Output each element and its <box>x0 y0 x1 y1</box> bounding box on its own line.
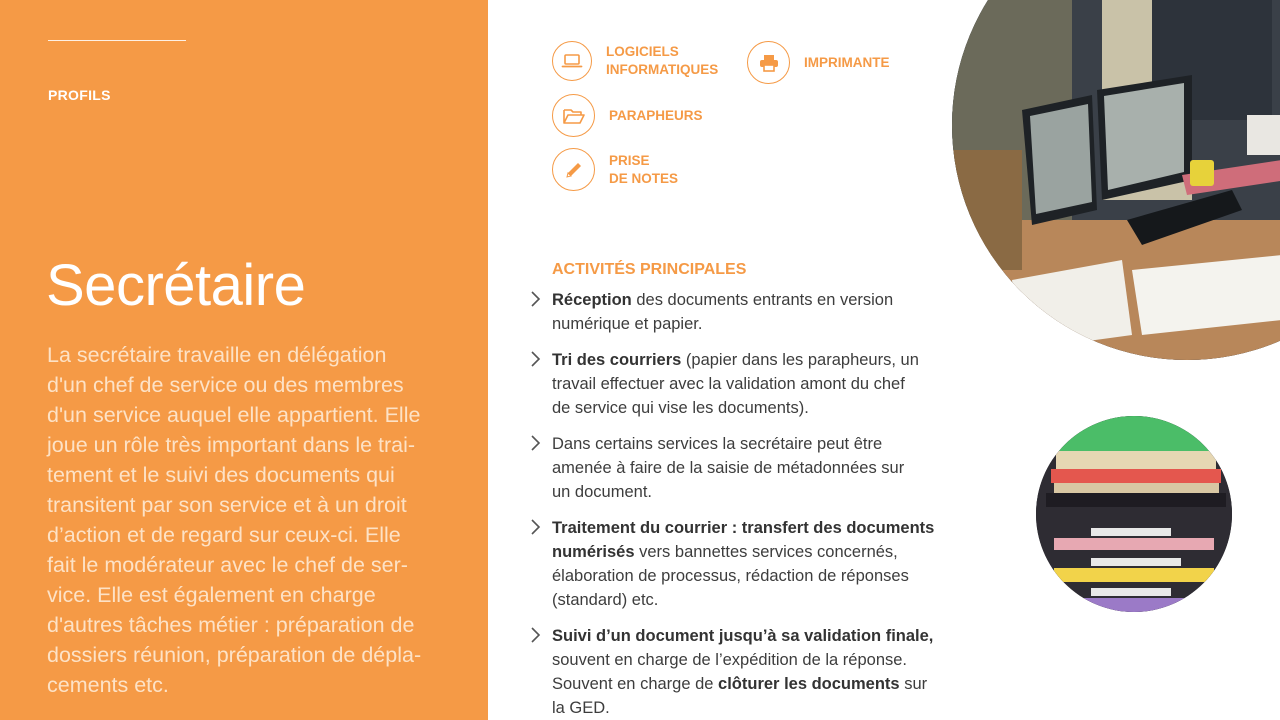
tool-label-line: PARAPHEURS <box>609 107 703 123</box>
chevron-right-icon <box>528 434 542 452</box>
chevron-right-icon <box>528 350 542 368</box>
bold-text: Réception <box>552 291 632 309</box>
bold-text: numérisés <box>552 543 635 561</box>
tool-label <box>609 107 703 125</box>
page-title: Secrétaire <box>46 253 306 318</box>
text-line: élaboration de processus, rédaction de réponses <box>552 567 909 585</box>
description-line: La secrétaire travaille en délégation <box>47 343 387 367</box>
text-line: amenée à faire de la saisie de métadonnées sur <box>552 459 905 477</box>
bold-text: Tri des courriers <box>552 351 682 369</box>
pencil-icon <box>552 148 595 191</box>
tool-label-line: PRISE <box>609 152 650 168</box>
text-line: (standard) etc. <box>552 591 659 609</box>
tool-label-line: IMPRIMANTE <box>804 54 890 70</box>
tool-prise-notes <box>552 148 678 191</box>
description-line: tement et le suivi des documents qui <box>47 463 395 487</box>
profile-description <box>47 340 457 700</box>
chevron-right-icon <box>528 290 542 308</box>
tool-label <box>609 152 678 188</box>
tool-logiciels <box>552 41 718 81</box>
description-line: d'autres tâches métier : préparation de <box>47 613 415 637</box>
text: (papier dans les parapheurs, un <box>681 351 919 369</box>
text-line: un document. <box>552 483 652 501</box>
bold-text: Traitement du courrier : transfert des documents <box>552 519 935 537</box>
tool-imprimante <box>747 41 890 84</box>
tool-label-line: DE NOTES <box>609 170 679 186</box>
description-line: cements etc. <box>47 673 169 697</box>
list-item <box>528 516 958 612</box>
list-item <box>528 348 958 420</box>
list-item <box>528 432 958 504</box>
profile-panel <box>0 0 488 720</box>
divider <box>48 40 186 41</box>
folder-open-icon <box>552 94 595 137</box>
text: sur <box>899 675 928 693</box>
chevron-right-icon <box>528 626 542 644</box>
description-line: d’action et de regard sur ceux-ci. Elle <box>47 523 401 547</box>
text-line: numérique et papier. <box>552 315 703 333</box>
text-line: de service qui vise les documents). <box>552 399 809 417</box>
bold-text: Suivi d’un document jusqu’à sa validation finale, <box>552 627 934 645</box>
description-line: dossiers réunion, préparation de dépla- <box>47 643 422 667</box>
list-item <box>528 288 958 336</box>
laptop-icon <box>552 41 592 81</box>
description-line: d'un chef de service ou des membres <box>47 373 404 397</box>
text: des documents entrants en version <box>631 291 894 309</box>
tray-photo <box>1036 416 1232 612</box>
description-line: vice. Elle est également en charge <box>47 583 376 607</box>
printer-icon <box>747 41 790 84</box>
description-line: joue un rôle très important dans le trai- <box>47 433 416 457</box>
section-label: PROFILS <box>48 87 111 103</box>
description-line: transitent par son service et à un droit <box>47 493 407 517</box>
text-line: la GED. <box>552 699 610 717</box>
text: vers bannettes services concernés, <box>634 543 898 561</box>
activities-heading: ACTIVITÉS PRINCIPALES <box>552 261 747 278</box>
office-photo <box>952 0 1280 360</box>
bold-text: clôturer les documents <box>718 675 900 693</box>
text-line: travail effectuer avec la validation amont du chef <box>552 375 905 393</box>
text-line: souvent en charge de l’expédition de la réponse. <box>552 651 907 669</box>
tool-label <box>804 54 890 72</box>
description-line: fait le modérateur avec le chef de ser- <box>47 553 408 577</box>
text-line: Dans certains services la secrétaire peut être <box>552 435 883 453</box>
tool-parapheurs <box>552 94 703 137</box>
chevron-right-icon <box>528 518 542 536</box>
tool-label-line: INFORMATIQUES <box>606 62 719 77</box>
list-item <box>528 624 958 720</box>
description-line: d'un service auquel elle appartient. Elle <box>47 403 421 427</box>
tool-label-line: LOGICIELS <box>606 44 679 59</box>
text: Souvent en charge de <box>552 675 719 693</box>
tool-label <box>606 43 718 79</box>
